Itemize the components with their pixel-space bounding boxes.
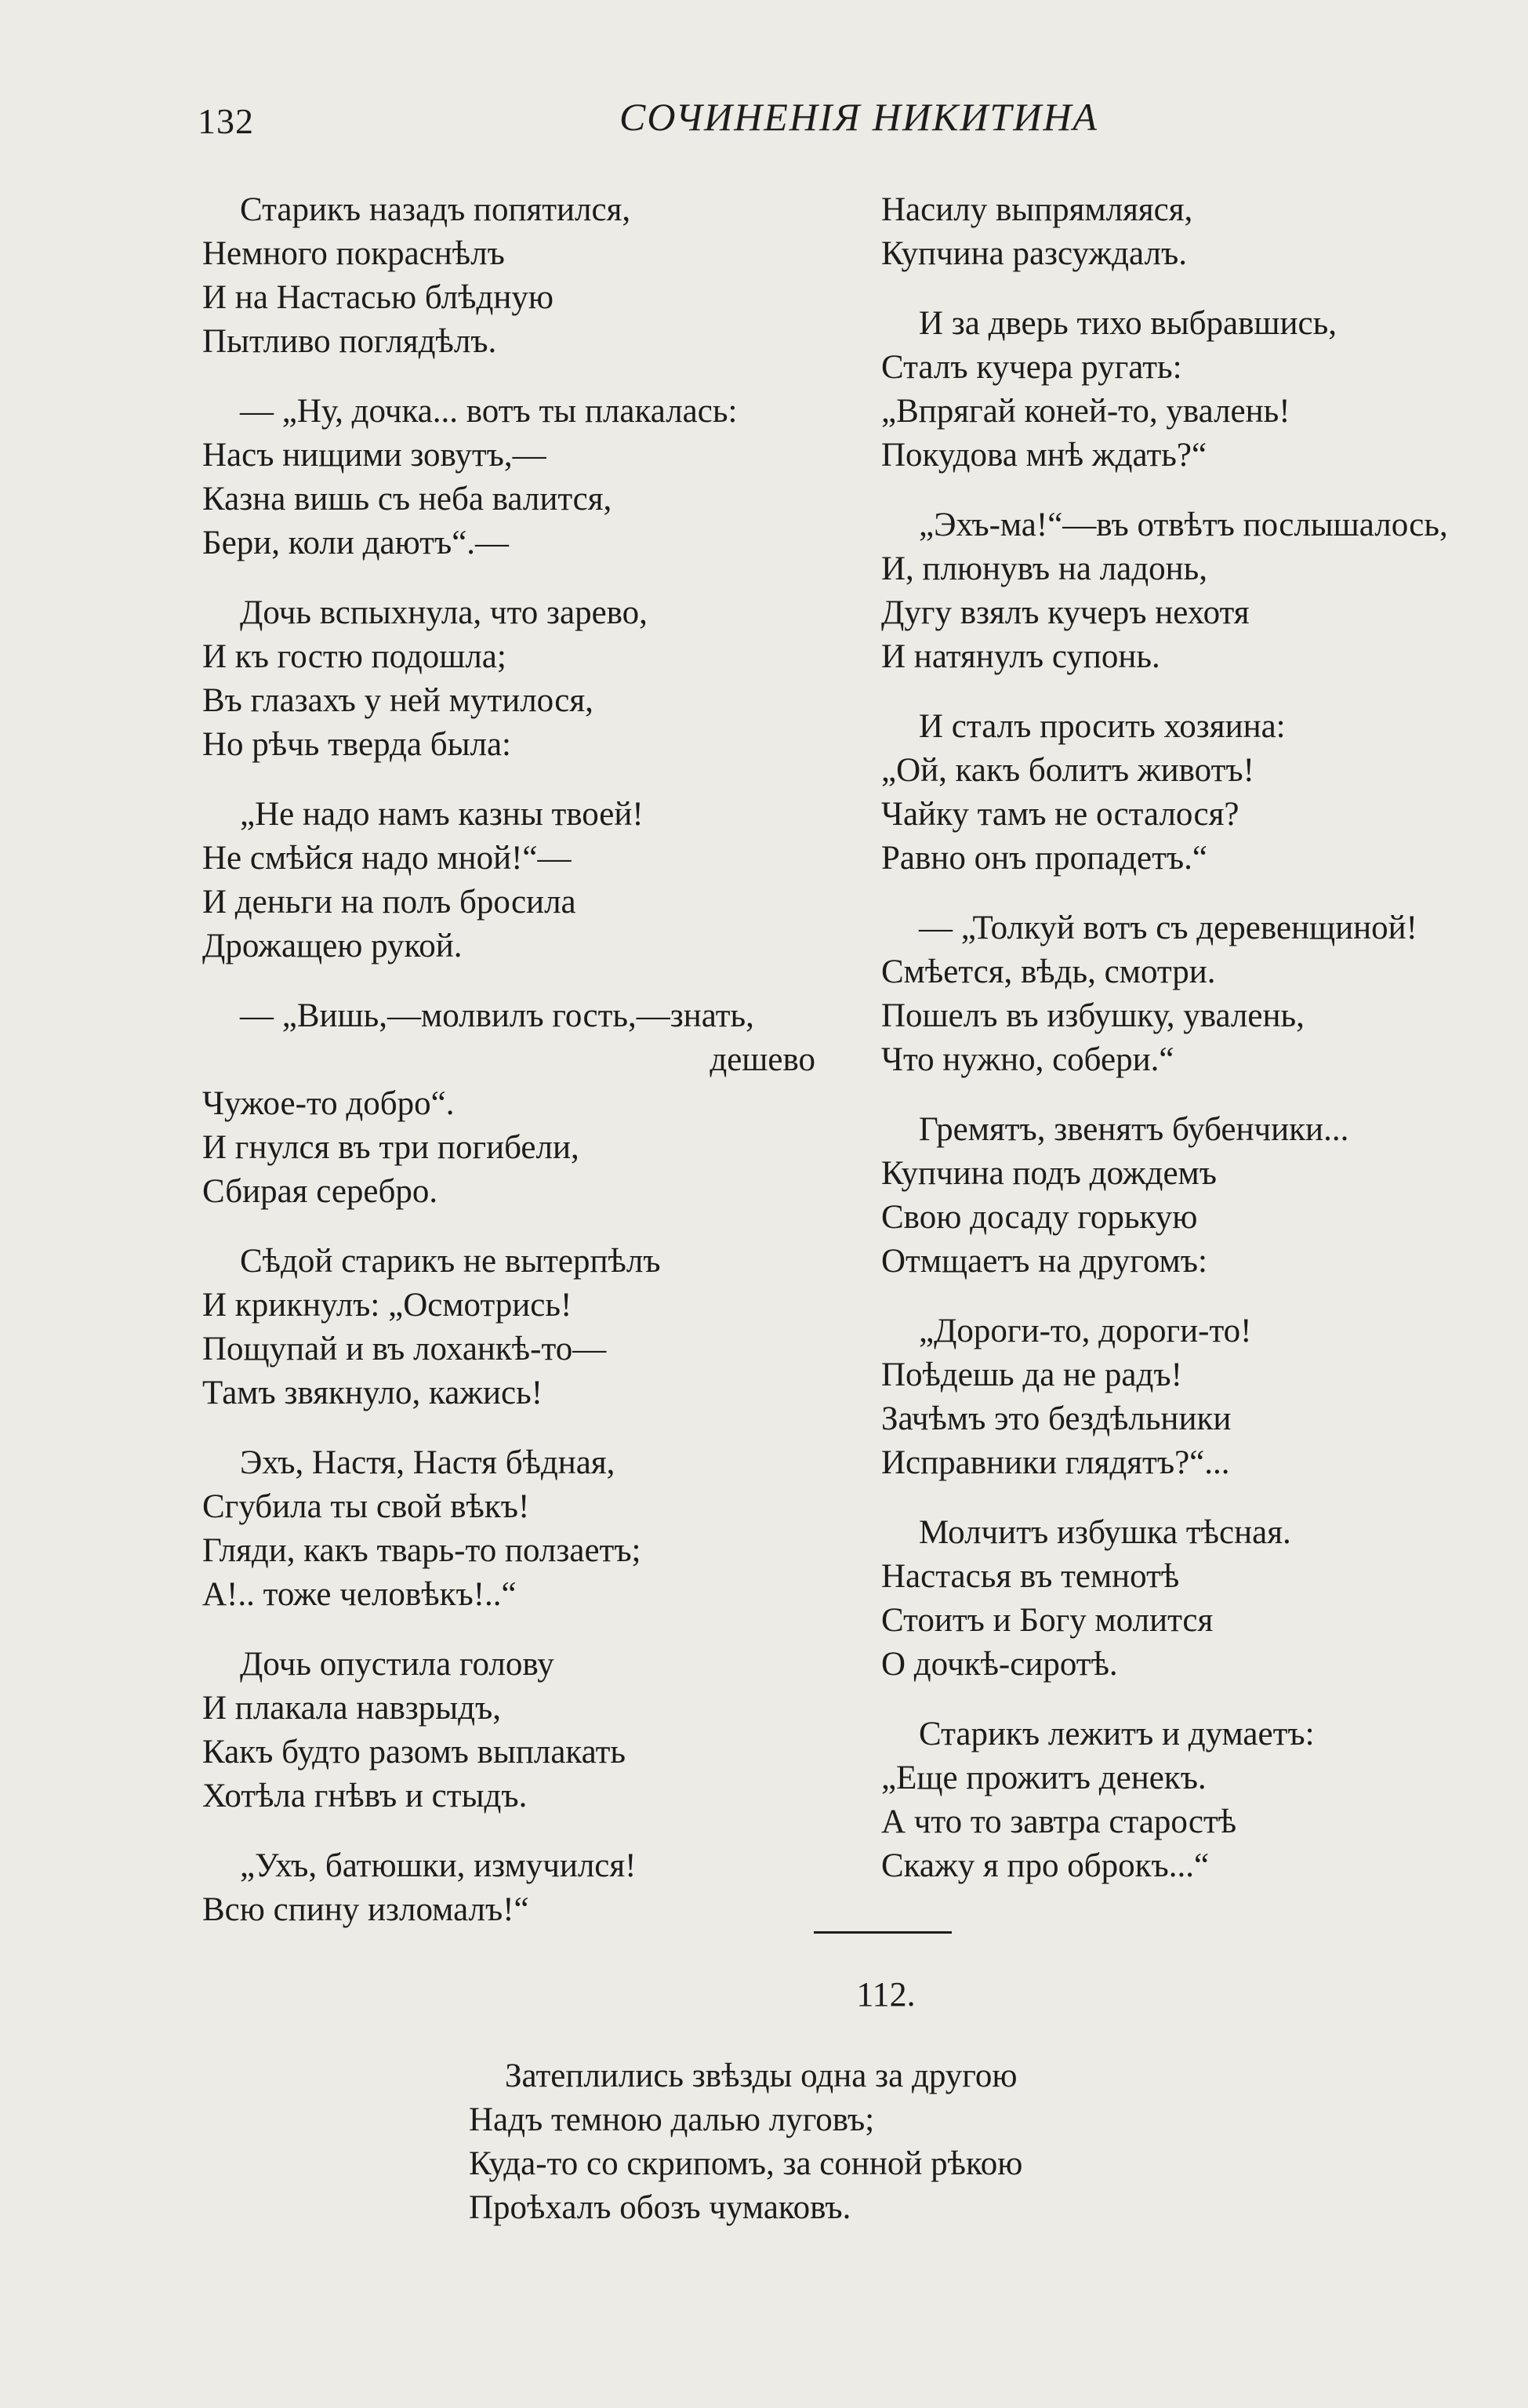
verse-line: И на Настасью блѣдную <box>202 279 553 316</box>
verse-line: И натянулъ супонь. <box>881 638 1160 675</box>
next-poem <box>469 2054 1022 2230</box>
stanza <box>202 994 822 1214</box>
stanza <box>202 1441 822 1617</box>
stanza <box>202 390 822 565</box>
verse-line: Какъ будто разомъ выплакать <box>202 1734 626 1771</box>
verse-line: Чужое-то добро“. <box>202 1085 455 1122</box>
verse-line: Хотѣла гнѣвъ и стыдъ. <box>202 1778 528 1814</box>
verse-line: Дочь опустила голову <box>240 1646 554 1683</box>
verse-line: Покудова мнѣ ждать?“ <box>881 437 1207 474</box>
verse-line: Всю спину изломалъ!“ <box>202 1891 529 1928</box>
verse-line: Сгубила ты свой вѣкъ! <box>202 1488 530 1525</box>
verse-line: Гляди, какъ тварь-то ползаетъ; <box>202 1532 641 1569</box>
stanza <box>881 705 1508 881</box>
verse-line: Скажу я про оброкъ...“ <box>881 1847 1210 1884</box>
stanza <box>202 793 822 968</box>
stanza <box>881 503 1508 679</box>
verse-line: Свою досаду горькую <box>881 1199 1198 1236</box>
verse-line: Дрожащею рукой. <box>202 928 463 964</box>
verse-line: Старикъ назадъ попятился, <box>240 191 631 228</box>
verse-line: Сталъ кучера ругать: <box>881 349 1182 386</box>
verse-line: И къ гостю подошла; <box>202 638 506 675</box>
verse-line: Дугу взялъ кучеръ нехотя <box>881 594 1250 631</box>
verse-line: — „Ну, дочка... вотъ ты плакалась: <box>240 393 738 430</box>
verse-line: дешево <box>710 1041 815 1078</box>
verse-line: Эхъ, Настя, Настя бѣдная, <box>240 1444 615 1481</box>
verse-line: И за дверь тихо выбравшись, <box>919 305 1337 342</box>
verse-line: Исправники глядятъ?“... <box>881 1444 1230 1481</box>
verse-line: „Дороги-то, дороги-то! <box>919 1313 1252 1349</box>
verse-line: Въ глазахъ у ней мутилося, <box>202 682 593 719</box>
left-column <box>202 188 822 1958</box>
verse-line: И, плюнувъ на ладонь, <box>881 550 1208 587</box>
verse-line: Купчина разсуждалъ. <box>881 235 1187 272</box>
verse-line: Бери, коли даютъ“.— <box>202 525 510 561</box>
stanza <box>202 188 822 364</box>
verse-line: И сталъ просить хозяина: <box>919 708 1286 745</box>
stanza <box>881 1108 1508 1284</box>
verse-line: „Ой, какъ болитъ животъ! <box>881 752 1254 789</box>
verse-line: Пытливо поглядѣлъ. <box>202 323 497 360</box>
verse-line: Но рѣчь тверда была: <box>202 726 511 763</box>
verse-line: Тамъ звякнуло, кажись! <box>202 1375 543 1411</box>
verse-line: „Ухъ, батюшки, измучился! <box>240 1847 637 1884</box>
verse-line: Немного покраснѣлъ <box>202 235 505 272</box>
verse-line: Проѣхалъ обозъ чумаковъ. <box>469 2189 851 2226</box>
verse-line: „Эхъ-ма!“—въ отвѣтъ послышалось, <box>919 507 1448 543</box>
verse-line: Гремятъ, звенятъ бубенчики... <box>919 1111 1349 1148</box>
verse-line: Куда-то со скрипомъ, за сонной рѣкою <box>469 2145 1023 2182</box>
verse-line: Старикъ лежитъ и думаетъ: <box>919 1716 1315 1752</box>
stanza <box>881 1511 1508 1687</box>
stanza <box>202 591 822 767</box>
poem-number: 112. <box>856 1975 916 2014</box>
verse-line: „Еще прожитъ денекъ. <box>881 1760 1207 1796</box>
stanza <box>881 1309 1508 1485</box>
verse-line: Молчитъ избушка тѣсная. <box>919 1514 1291 1551</box>
verse-line: И крикнулъ: „Осмотрись! <box>202 1287 572 1324</box>
stanza <box>881 188 1508 276</box>
verse-line: Затеплились звѣзды одна за другою <box>505 2058 1018 2094</box>
stanza <box>881 1712 1508 1888</box>
stanza <box>202 1844 822 1932</box>
verse-line: Пошелъ въ избушку, увалень, <box>881 997 1305 1034</box>
verse-line: Насилу выпрямляяся, <box>881 191 1193 228</box>
verse-line: Отмщаетъ на другомъ: <box>881 1243 1207 1280</box>
verse-line: Казна вишь съ неба валится, <box>202 481 612 518</box>
stanza <box>202 1643 822 1818</box>
verse-line: И плакала навзрыдъ, <box>202 1690 501 1727</box>
verse-line: А!.. тоже человѣкъ!..“ <box>202 1576 517 1613</box>
section-divider <box>814 1931 952 1934</box>
verse-line: Насъ нищими зовутъ,— <box>202 437 546 474</box>
verse-line: Сбирая серебро. <box>202 1173 438 1210</box>
verse-line: Смѣется, вѣдь, смотри. <box>881 953 1216 990</box>
verse-line: Стоитъ и Богу молится <box>881 1602 1214 1639</box>
verse-line: А что то завтра старостѣ <box>881 1803 1237 1840</box>
verse-line: Поѣдешь да не радъ! <box>881 1357 1182 1393</box>
stanza <box>881 302 1508 478</box>
stanza <box>202 1240 822 1415</box>
verse-line: О дочкѣ-сиротѣ. <box>881 1646 1118 1683</box>
verse-line: „Не надо намъ казны твоей! <box>240 796 644 833</box>
verse-line: Зачѣмъ это бездѣльники <box>881 1400 1232 1437</box>
verse-line: И гнулся въ три погибели, <box>202 1129 579 1166</box>
verse-line: Надъ темною далью луговъ; <box>469 2101 875 2138</box>
verse-line: Что нужно, собери.“ <box>881 1041 1174 1078</box>
page-number: 132 <box>198 101 254 141</box>
verse-line: „Впрягай коней-то, увалень! <box>881 393 1290 430</box>
verse-line: Купчина подъ дождемъ <box>881 1155 1218 1192</box>
verse-line: Дочь вспыхнула, что зарево, <box>240 594 648 631</box>
stanza <box>881 906 1508 1082</box>
verse-line: — „Вишь,—молвилъ гость,—знать, <box>240 997 754 1034</box>
verse-line: Пощупай и въ лоханкѣ-то— <box>202 1331 607 1367</box>
running-title: СОЧИНЕНІЯ НИКИТИНА <box>619 95 1098 139</box>
verse-line: — „Толкуй вотъ съ деревенщиной! <box>919 910 1417 946</box>
right-column <box>881 188 1508 1914</box>
verse-line: Сѣдой старикъ не вытерпѣлъ <box>240 1243 661 1280</box>
verse-line: Настасья въ темнотѣ <box>881 1558 1180 1595</box>
verse-line: Не смѣйся надо мной!“— <box>202 840 572 877</box>
verse-line: И деньги на полъ бросила <box>202 884 576 921</box>
verse-line: Чайку тамъ не осталося? <box>881 796 1239 833</box>
verse-line: Равно онъ пропадетъ.“ <box>881 840 1207 877</box>
